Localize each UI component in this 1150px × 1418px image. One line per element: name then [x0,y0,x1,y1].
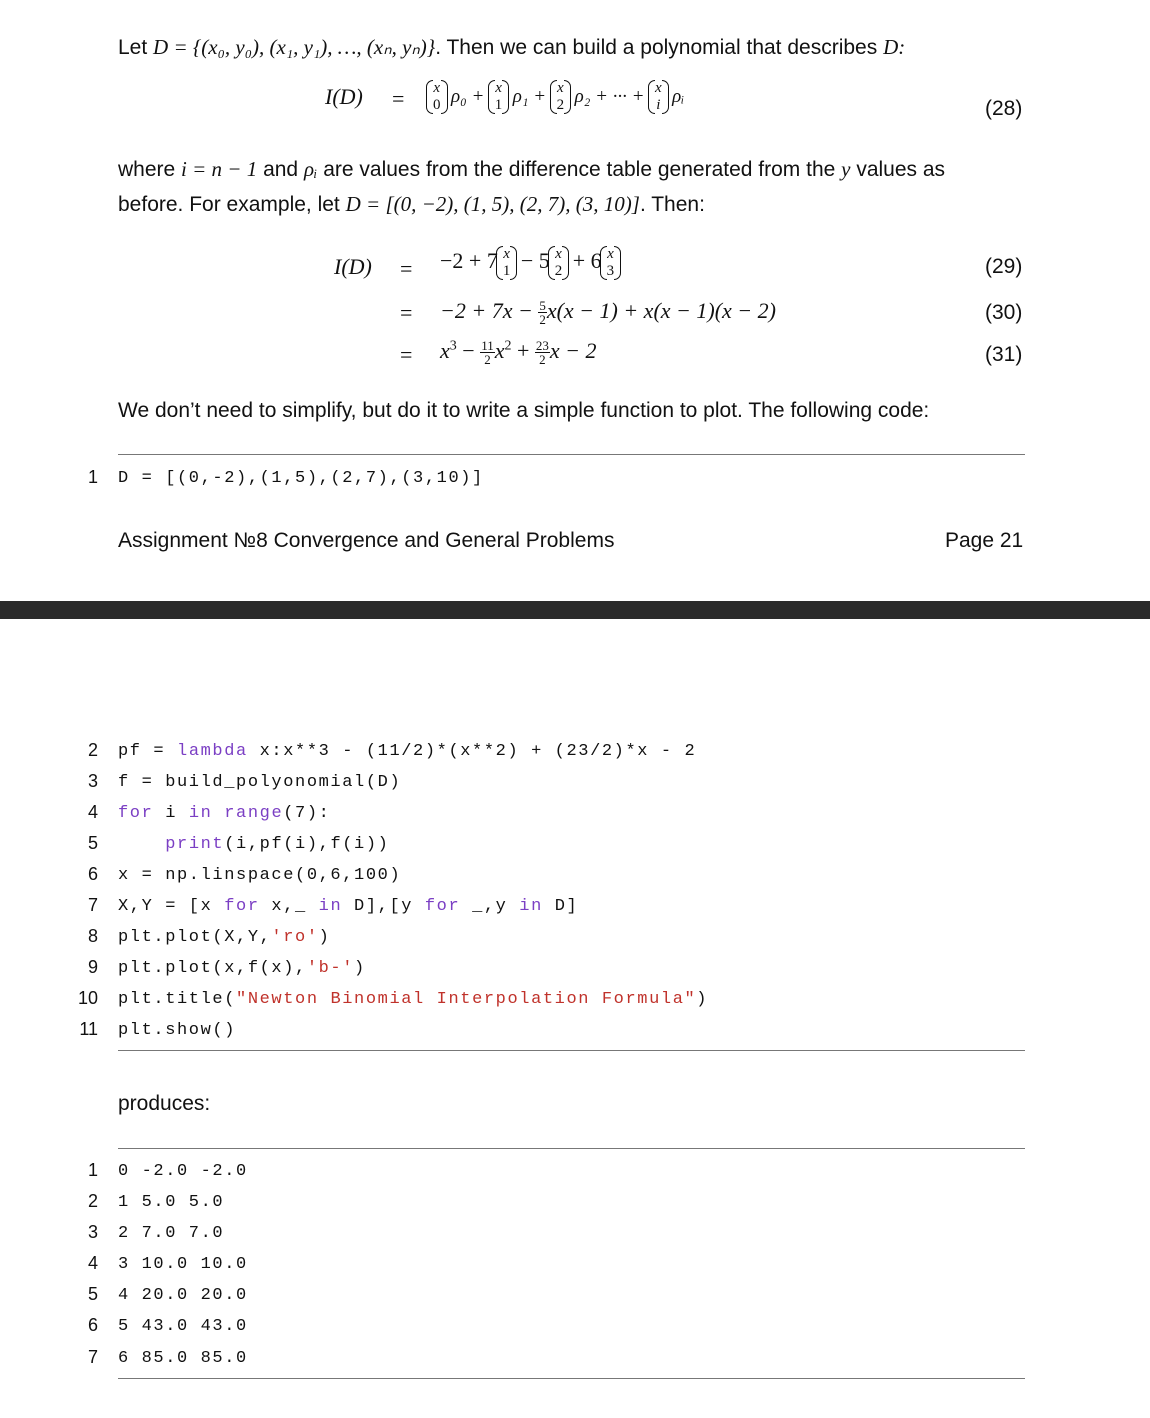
eq31-number: (31) [985,343,1023,366]
code-line: X,Y = [x for x,_ in D],[y for _,y in D] [118,897,579,916]
eq31-rhs: $x^3$ − $\frac{11}{2}$ $x^2$ + $\frac{23}{2}$ x − 2 [440,338,597,368]
output-line-number: 7 [87,1347,98,1367]
binom-0: x 0 [428,80,446,114]
code-line-number: 7 [87,895,98,915]
code-line: plt.show() [118,1021,237,1040]
rho0: ρ₀ + [451,86,485,108]
output-line: 6 85.0 85.0 [118,1349,248,1368]
code-line-number: 10 [77,988,98,1008]
footer-page: Page 21 [945,529,1024,552]
code-line-number: 1 [87,467,98,487]
code-line: f = build_polyonomial(D) [118,773,402,792]
code-line-number: 8 [87,926,98,946]
intro-rest: . Then we can build a polynomial that describes [435,36,878,59]
output-line: 5 43.0 43.0 [118,1317,248,1336]
eq30-number: (30) [985,301,1023,324]
where-line1: where i = n − 1 and ρᵢ are values from the difference table generated from the y values as [118,157,946,181]
code-line-number: 9 [87,957,98,977]
code-rule-bottom [118,1050,1025,1051]
eq29-rhs: −2 + 7 x 1 − 5 x 2 + 6 x 3 [440,246,619,280]
where-line2: before. For example, let D = [(0, −2), (1, 5), (2, 7), (3, 10)]. Then: [118,192,705,216]
eq28-lhs: I(D) [325,84,363,109]
rho1: ρ₁ + [512,86,547,108]
eq29-lhs: I(D) [334,254,372,279]
output-line-number: 1 [87,1160,98,1180]
output-line-number: 5 [87,1284,98,1304]
eq28 [325,84,363,110]
output-rule-top [118,1148,1025,1149]
output-line-number: 2 [87,1191,98,1211]
footer-title: Assignment №8 Convergence and General Problems [118,529,615,552]
output-line: 3 10.0 10.0 [118,1255,248,1274]
eq30-eq: = [400,300,413,325]
binom-29-3: x 3 [602,246,620,280]
code-line-number: 4 [87,802,98,822]
intro-let: Let [118,36,148,59]
produces-label: produces: [118,1092,211,1115]
code-line-number: 5 [87,833,98,853]
output-line: 4 20.0 20.0 [118,1286,248,1305]
output-rule-bottom [118,1378,1025,1379]
output-line-number: 3 [87,1222,98,1242]
eq31-eq: = [400,342,413,367]
page-divider [0,601,1150,619]
output-line-number: 6 [87,1315,98,1335]
code-line-number: 2 [87,740,98,760]
code-line: print(i,pf(i),f(i)) [165,835,390,854]
code-line: D = [(0,-2),(1,5),(2,7),(3,10)] [118,469,484,488]
binom-2: x 2 [552,80,570,114]
intro-line [118,35,905,60]
rho2: ρ₂ + ··· + [574,86,645,108]
code-line-number: 6 [87,864,98,884]
binom-29-1: x 1 [498,246,516,280]
eq29-eq: = [400,256,413,281]
code-line: plt.plot(X,Y,'ro') [118,928,331,947]
intro-set: D = {(x₀, y₀), (x₁, y₁), …, (xₙ, yₙ)} [153,35,436,59]
code-line: x = np.linspace(0,6,100) [118,866,402,885]
eq28-eq: = [392,86,405,111]
binom-29-2: x 2 [550,246,568,280]
rhoi: ρᵢ [672,86,685,108]
eq30-rhs: −2 + 7x − $\frac{5}{2}$ x(x − 1) + x(x − 1)(x − 2) [440,298,776,328]
code-line: plt.plot(x,f(x),'b-') [118,959,366,978]
output-line: 0 -2.0 -2.0 [118,1162,248,1181]
binom-i: x i [650,80,667,114]
simplify-text: We don’t need to simplify, but do it to write a simple function to plot. The following code: [118,399,930,422]
code-line-number: 11 [79,1019,98,1039]
eq28-number: (28) [985,97,1023,120]
binom-1: x 1 [490,80,508,114]
code-line: for i in range(7): [118,804,331,823]
eq29-number: (29) [985,255,1023,278]
code-rule-top [118,454,1025,455]
output-line: 2 7.0 7.0 [118,1224,225,1243]
output-line-number: 4 [87,1253,98,1273]
eq28-rhs [428,80,684,114]
code-line-number: 3 [87,771,98,791]
intro-tail: D: [883,35,906,59]
code-line: plt.title("Newton Binomial Interpolation Formula") [118,990,709,1009]
output-line: 1 5.0 5.0 [118,1193,225,1212]
code-line: pf = lambda x:x**3 - (11/2)*(x**2) + (23/2)*x - 2 [118,742,697,761]
